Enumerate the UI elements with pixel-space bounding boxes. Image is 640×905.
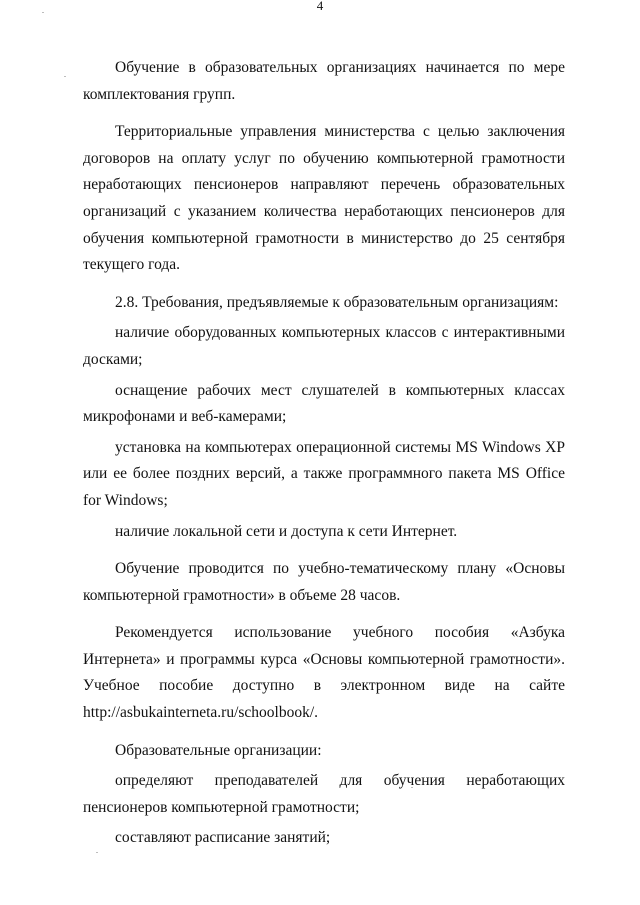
requirement-classrooms: наличие оборудованных компьютерных классов с интерактивными досками; bbox=[83, 324, 565, 368]
requirement-network: наличие локальной сети и доступа к сети Интернет. bbox=[115, 522, 458, 540]
duty-schedule: составляют расписание занятий; bbox=[115, 829, 331, 847]
duty-teachers: определяют преподавателей для обучения неработающих пенсионеров компьютерной грамотности; bbox=[83, 772, 565, 816]
paragraph-textbook: Рекомендуется использование учебного пособия «Азбука Интернета» и программы курса «Основы компьютерной грамотности». Учебное пособие доступно в электронном виде на сайте http://asbukainterneta.ru/schoolbook/. bbox=[83, 624, 565, 722]
paragraph-organizations: Образовательные организации: bbox=[115, 741, 322, 759]
requirement-software: установка на компьютерах операционной системы MS Windows XP или ее более поздних версий, а также программного пакета MS Office for Windows; bbox=[83, 438, 565, 509]
section-2-8-heading: 2.8. Требования, предъявляемые к образовательным организациям: bbox=[115, 293, 559, 311]
document-body bbox=[83, 55, 565, 852]
scan-speck bbox=[64, 76, 66, 77]
paragraph-territorial-departments: Территориальные управления министерства с целью заключения договоров на оплату услуг по обучению компьютерной грамотности неработающих пенсионеров направляют перечень образовательных организаций с указанием количества неработающих пенсионеров для обучения компьютерной грамотности в министерство до 25 сентября текущего года. bbox=[83, 123, 565, 274]
paragraph-training-start: Обучение в образовательных организациях начинается по мере комплектования групп. bbox=[83, 59, 565, 103]
page-number: 4 bbox=[316, 0, 324, 13]
paragraph-curriculum: Обучение проводится по учебно-тематическому плану «Основы компьютерной грамотности» в объеме 28 часов. bbox=[83, 560, 565, 604]
scan-speck bbox=[96, 852, 98, 853]
scan-speck bbox=[42, 12, 44, 13]
requirement-workstations: оснащение рабочих мест слушателей в компьютерных классах микрофонами и веб-камерами; bbox=[83, 381, 565, 426]
